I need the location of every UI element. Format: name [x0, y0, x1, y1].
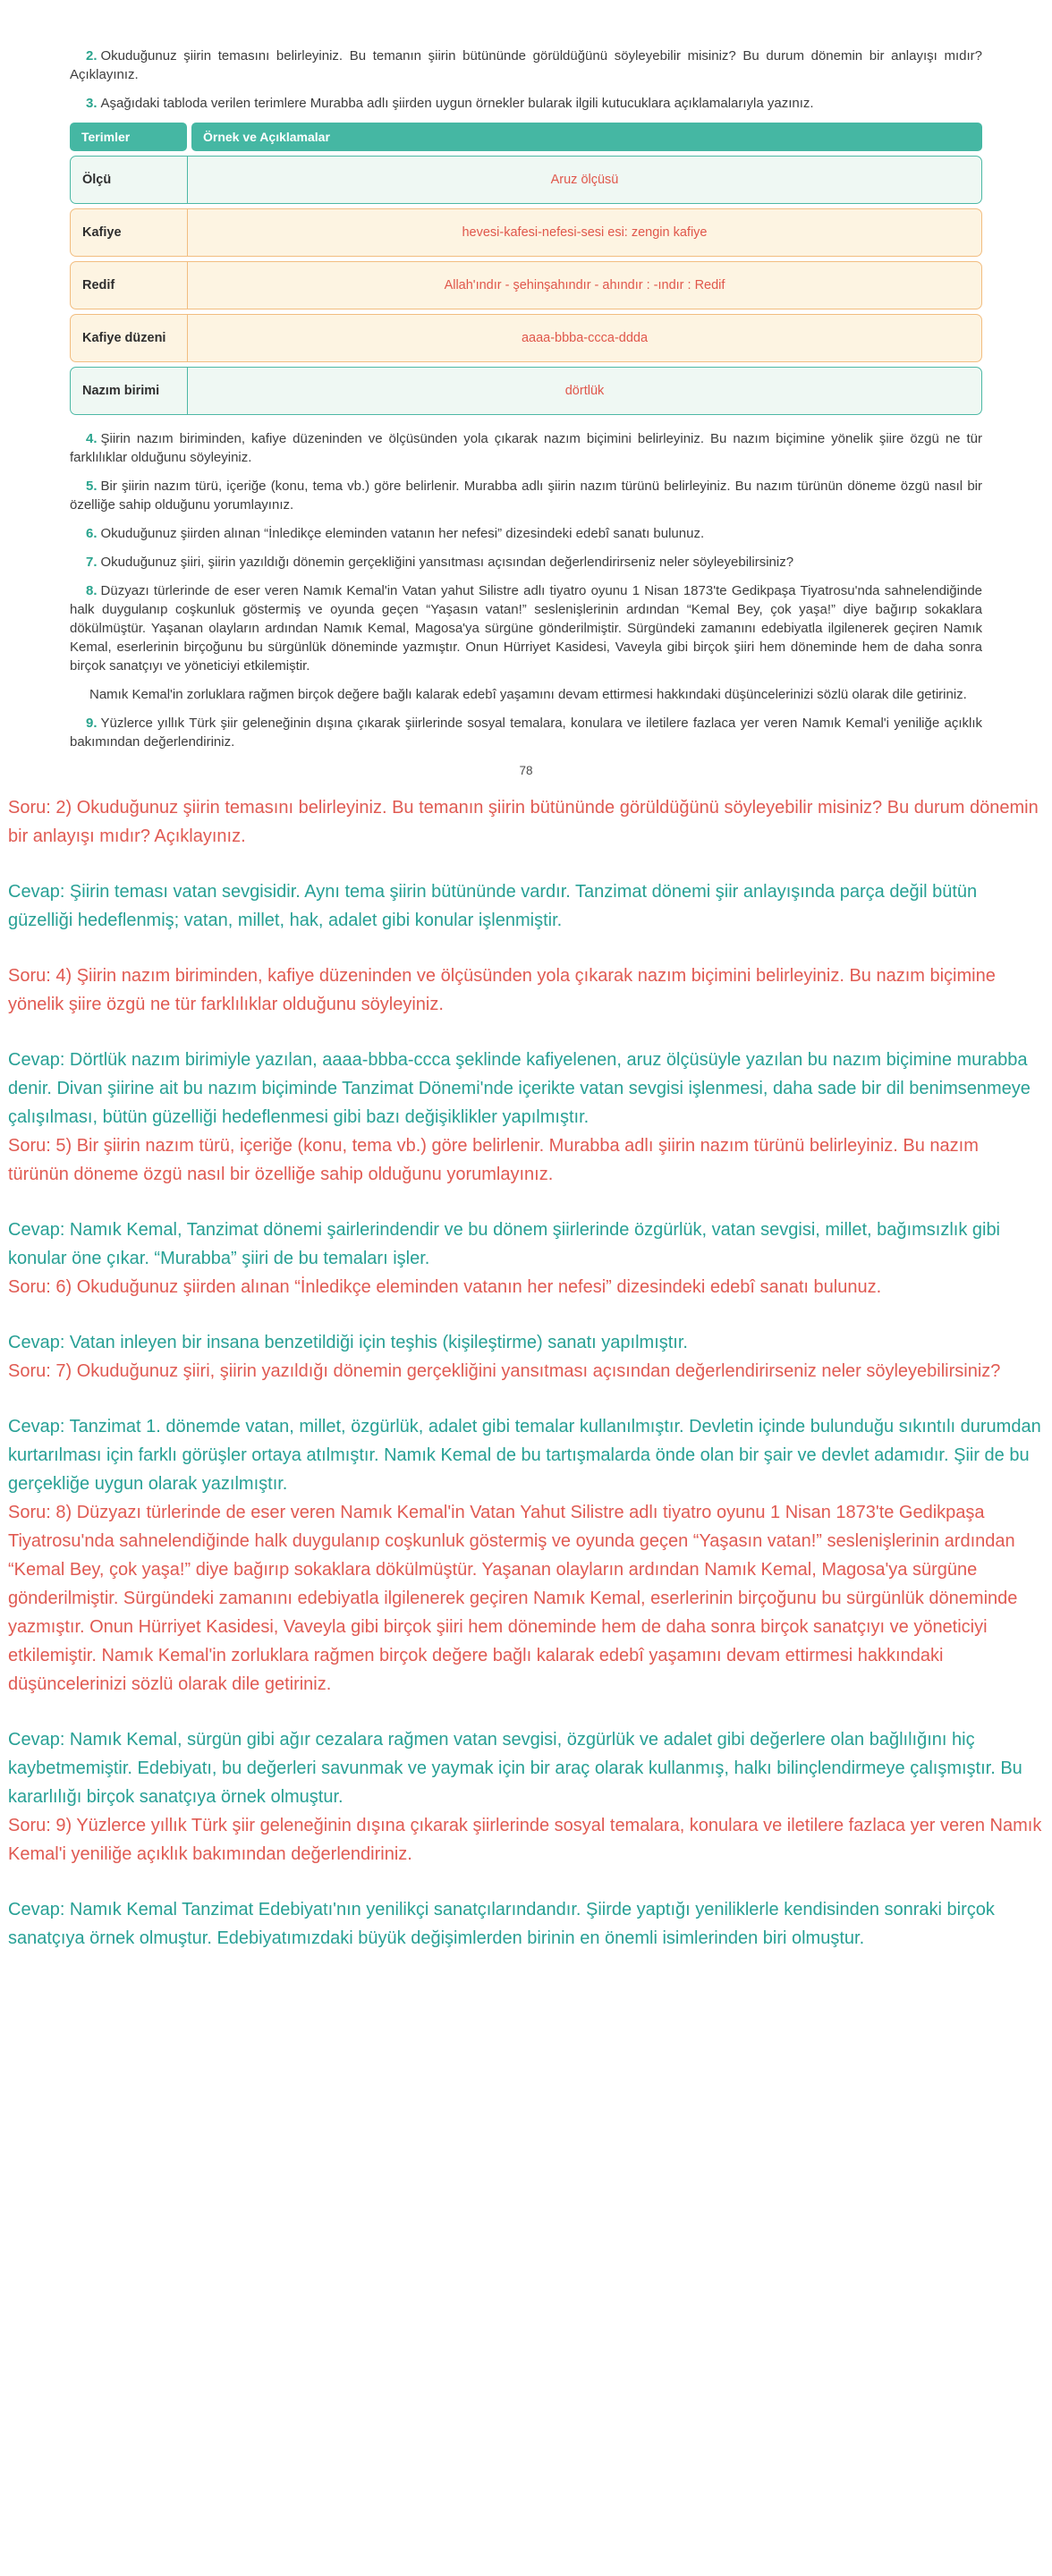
question-text: Okuduğunuz şiiri, şiirin yazıldığı dönemin gerçekliğini yansıtması açısından değerlendirirseniz neler söyleyebilirsiniz?: [100, 555, 794, 570]
terms-table-header: [70, 123, 982, 151]
table-row: [70, 367, 982, 415]
table-value-cell: Allah'ındır - şehinşahındır - ahındır : -ındır : Redif: [444, 278, 725, 292]
answer-response: Cevap: Tanzimat 1. dönemde vatan, millet, özgürlük, adalet gibi temalar kullanılmıştır. Devletin içinde bulunduğu sıkıntılı durumdan kurtarılması için farklı görüşler ortaya atılmıştır. Namık Kemal de bu tartışmalarda önde olan bir şair ve devlet adamıdır. Şiir de bu gerçekliğe uygun olarak yazılmıştır.: [8, 1417, 1041, 1494]
page-number: 78: [519, 764, 533, 777]
table-header-terms: Terimler: [70, 123, 187, 151]
answer-response: Cevap: Dörtlük nazım birimiyle yazılan, aaaa-bbba-ccca şeklinde kafiyelenen, aruz ölçüsüyle yazılan bu nazım biçimine murabba denir. Divan şiirine ait bu nazım biçiminde Tanzimat Dönemi'nde içerikte vatan sevgisi işlenmesi, daha sade bir dil benimsenmeye çalışılması, bütün güzelliği hedeflenmesi gibi bazı değişiklikler yapılmıştır.: [8, 1050, 1031, 1127]
answer-response: Cevap: Vatan inleyen bir insana benzetildiği için teşhis (kişileştirme) sanatı yapılmıştır.: [8, 1333, 688, 1352]
answer-response: Cevap: Namık Kemal, Tanzimat dönemi şairlerindendir ve bu dönem şiirlerinde özgürlük, vatan sevgisi, millet, bağımsızlık gibi konular öne çıkar. “Murabba” şiiri de bu temaları işler.: [8, 1220, 1001, 1268]
question-paragraph: [70, 714, 982, 751]
table-term-cell: Kafiye: [71, 209, 188, 256]
answer-question: Soru: 6) Okuduğunuz şiirden alınan “İnledikçe eleminden vatanın her nefesi” dizesindeki edebî sanatı bulunuz.: [8, 1277, 882, 1297]
table-value-cell: Aruz ölçüsü: [550, 173, 619, 187]
questions-top-section: [70, 47, 982, 113]
question-paragraph: [70, 581, 982, 675]
question-text: Okuduğunuz şiirden alınan “İnledikçe eleminden vatanın her nefesi” dizesindeki edebî sanatı bulunuz.: [100, 526, 705, 541]
question-text: Yüzlerce yıllık Türk şiir geleneğinin dışına çıkarak şiirlerinde sosyal temalara, konulara ve iletilere fazlaca yer veren Namık Kemal'i yeniliğe açıklık bakımından değerlendiriniz.: [70, 716, 982, 750]
answer-question: Soru: 7) Okuduğunuz şiiri, şiirin yazıldığı dönemin gerçekliğini yansıtması açısından değerlendirirseniz neler söyleyebilirsiniz?: [8, 1361, 1001, 1381]
question-paragraph: [70, 94, 982, 113]
question-paragraph: [70, 477, 982, 514]
terms-table: [70, 123, 982, 415]
question-number: 9.: [86, 716, 98, 731]
textbook-page: [0, 0, 1052, 777]
table-row: [70, 314, 982, 362]
table-term-cell: Nazım birimi: [71, 368, 188, 414]
question-text: Namık Kemal'in zorluklara rağmen birçok değere bağlı kalarak edebî yaşamını devam ettirmesi hakkındaki düşüncelerinizi sözlü olarak dile getiriniz.: [89, 687, 967, 702]
question-number: 8.: [86, 583, 98, 598]
table-term-cell: Kafiye düzeni: [71, 315, 188, 361]
question-number: 2.: [86, 48, 98, 64]
table-value-cell: dörtlük: [564, 384, 605, 398]
table-term-cell: Ölçü: [71, 157, 188, 203]
answer-question: Soru: 4) Şiirin nazım biriminden, kafiye düzeninden ve ölçüsünden yola çıkarak nazım biçimini belirleyiniz. Bu nazım biçimine yönelik şiire özgü ne tür farklılıklar olduğunu söyleyiniz.: [8, 966, 996, 1014]
answer-response: Cevap: Namık Kemal Tanzimat Edebiyatı'nın yenilikçi sanatçılarındandır. Şiirde yaptığı yeniliklerle kendisinden sonraki birçok sanatçıya örnek olmuştur. Edebiyatımızdaki büyük değişimlerden birinin en önemli isimlerinden biri olmuştur.: [8, 1900, 995, 1948]
answer-question: Soru: 9) Yüzlerce yıllık Türk şiir geleneğinin dışına çıkarak şiirlerinde sosyal temalara, konulara ve iletilere fazlaca yer veren Namık Kemal'i yeniliğe açıklık bakımından değerlendiriniz.: [8, 1816, 1042, 1864]
question-text: Şiirin nazım biriminden, kafiye düzeninden ve ölçüsünden yola çıkarak nazım biçimini belirleyiniz. Bu nazım biçimine yönelik şiire özgü ne tür farklılıklar olduğunu söyleyiniz.: [70, 431, 982, 465]
answers-section: [0, 784, 1052, 1976]
answer-question: Soru: 8) Düzyazı türlerinde de eser veren Namık Kemal'in Vatan Yahut Silistre adlı tiyatro oyunu 1 Nisan 1873'te Gedikpaşa Tiyatrosu'nda sahnelendiğinde halk duygulanıp coşkunluk göstermiş ve oyunda geçen “Yaşasın vatan!” seslenişlerinin ardından “Kemal Bey, çok yaşa!” diye bağırıp sokaklara dökülmüştür. Yaşanan olayların ardından Namık Kemal, Magosa'ya sürgüne gönderilmiştir. Sürgündeki zamanını edebiyatla ilgilenerek geçiren Namık Kemal, eserlerinin birçoğunu bu sürgünlük döneminde yazmıştır. Onun Hürriyet Kasidesi, Vaveyla gibi birçok şiiri hem döneminde hem de daha sonra birçok sanatçıyı ve yöneticiyi etkilemiştir. Namık Kemal'in zorluklara rağmen birçok değere bağlı kalarak edebî yaşamını devam ettirmesi hakkındaki düşüncelerinizi sözlü olarak dile getiriniz.: [8, 1503, 1018, 1694]
question-number: 7.: [86, 555, 98, 570]
answer-response: Cevap: Namık Kemal, sürgün gibi ağır cezalara rağmen vatan sevgisi, özgürlük ve adalet gibi değerlere olan bağlılığını hiç kaybetmemiştir. Edebiyatı, bu değerleri savunmak ve yaymak için bir araç olarak kullanmış, halkı bilinçlendirmeye çalışmıştır. Bu kararlılığı birçok sanatçıya örnek olmuştur.: [8, 1730, 1022, 1807]
table-row: [70, 261, 982, 309]
answer-question: Soru: 5) Bir şiirin nazım türü, içeriğe (konu, tema vb.) göre belirlenir. Murabba adlı şiirin nazım türünü belirleyiniz. Bu nazım türünün döneme özgü nasıl bir özelliğe sahip olduğunu yorumlayınız.: [8, 1136, 979, 1184]
question-paragraph: [70, 685, 982, 704]
question-number: 6.: [86, 526, 98, 541]
table-value-cell: hevesi-kafesi-nefesi-sesi esi: zengin kafiye: [462, 225, 708, 240]
table-term-cell: Redif: [71, 262, 188, 309]
table-row: [70, 208, 982, 257]
question-text: Düzyazı türlerinde de eser veren Namık Kemal'in Vatan yahut Silistre adlı tiyatro oyunu 1 Nisan 1873'te Gedikpaşa Tiyatrosu'nda sahnelendiğinde halk duygulanıp coşkunluk göstermiş ve oyunda geçen “Yaşasın vatan!” seslenişlerinin ardından “Kemal Bey, çok yaşa!” diye bağırıp sokaklara dökülmüştür. Yaşanan olayların ardından Namık Kemal, Magosa'ya sürgüne gönderilmiştir. Sürgündeki zamanını edebiyatla ilgilenerek geçiren Namık Kemal, eserlerinin birçoğunu bu sürgünlük döneminde yazmıştır. Onun Hürriyet Kasidesi, Vaveyla gibi birçok şiiri hem döneminde hem de daha sonra birçok sanatçıyı ve yöneticiyi etkilemiştir.: [70, 583, 982, 674]
question-paragraph: [70, 429, 982, 467]
terms-table-body: [70, 156, 982, 415]
answer-response: Cevap: Şiirin teması vatan sevgisidir. Aynı tema şiirin bütününde vardır. Tanzimat dönemi şiir anlayışında parça değil bütün güzelliği hedeflenmiş; vatan, millet, hak, adalet gibi konular işlenmiştir.: [8, 882, 978, 930]
answer-question: Soru: 2) Okuduğunuz şiirin temasını belirleyiniz. Bu temanın şiirin bütününde görüldüğünü söyleyebilir misiniz? Bu durum dönemin bir anlayışı mıdır? Açıklayınız.: [8, 798, 1039, 846]
question-text: Bir şiirin nazım türü, içeriğe (konu, tema vb.) göre belirlenir. Murabba adlı şiirin nazım türünü belirleyiniz. Bu nazım türünün döneme özgü nasıl bir özelliğe sahip olduğunu yorumlayınız.: [70, 479, 982, 513]
question-paragraph: [70, 47, 982, 84]
question-paragraph: [70, 524, 982, 543]
question-number: 3.: [86, 96, 98, 111]
question-number: 5.: [86, 479, 98, 494]
question-number: 4.: [86, 431, 98, 446]
questions-bottom-section: [70, 429, 982, 751]
table-header-examples: Örnek ve Açıklamalar: [191, 123, 982, 151]
table-value-cell: aaaa-bbba-ccca-ddda: [521, 331, 649, 345]
table-row: [70, 156, 982, 204]
question-paragraph: [70, 553, 982, 572]
question-text: Aşağıdaki tabloda verilen terimlere Murabba adlı şiirden uygun örnekler bularak ilgili kutucuklara açıklamalarıyla yazınız.: [100, 96, 814, 111]
question-text: Okuduğunuz şiirin temasını belirleyiniz. Bu temanın şiirin bütününde görüldüğünü söyleyebilir misiniz? Bu durum dönemin bir anlayışı mıdır? Açıklayınız.: [70, 48, 982, 82]
